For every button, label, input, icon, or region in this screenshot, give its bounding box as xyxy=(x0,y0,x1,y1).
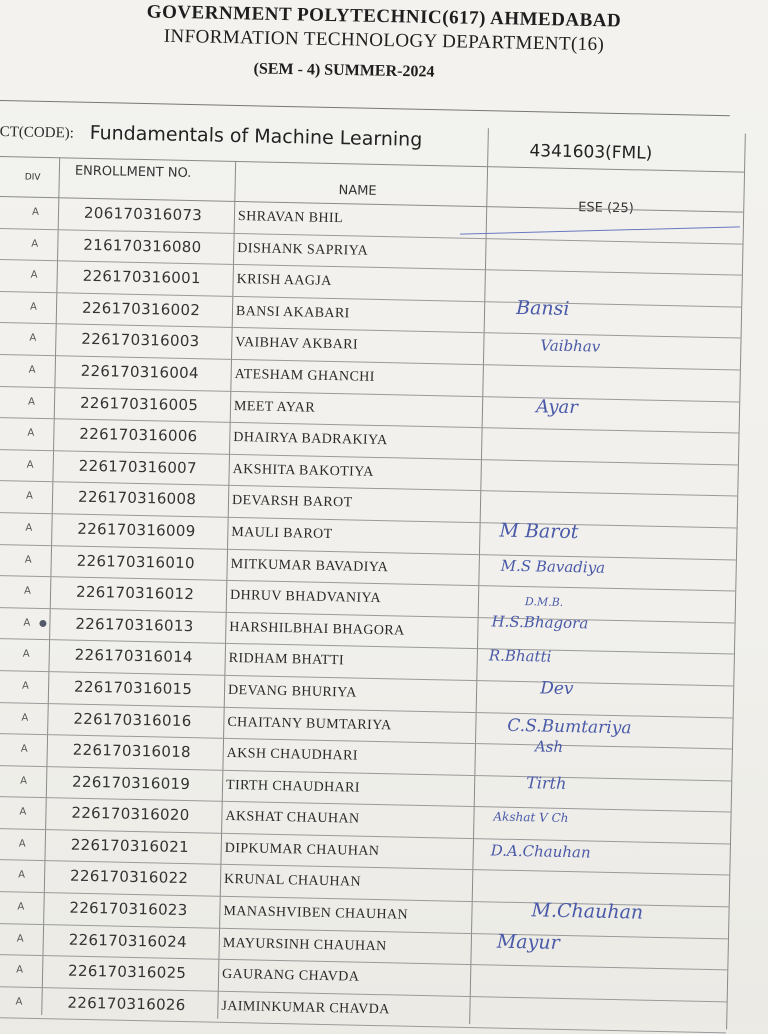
signature-cell: Dev xyxy=(539,678,574,700)
enrollment-cell: 226170316020 xyxy=(71,803,190,825)
subject-code-label: CT(CODE): xyxy=(0,123,75,142)
enrollment-cell: 226170316025 xyxy=(67,961,187,983)
div-cell: A xyxy=(31,206,39,218)
name-cell: ATESHAM GHANCHI xyxy=(234,366,375,385)
name-column-header: NAME xyxy=(338,183,377,199)
signature-cell: Bansi xyxy=(515,296,570,320)
signature-cell: M.S Bavadiya xyxy=(500,556,606,577)
signature-cell: C.S.Bumtariya xyxy=(507,715,632,738)
header-divider xyxy=(0,100,730,116)
signature-cell: Akshat V Ch xyxy=(493,809,569,826)
name-cell: DEVANG BHURIYA xyxy=(227,682,357,701)
enrollment-cell: 226170316016 xyxy=(73,709,192,730)
div-cell: A xyxy=(25,490,34,503)
enrollment-cell: 206170316073 xyxy=(83,203,203,225)
div-cell: A xyxy=(23,617,31,629)
div-cell: A xyxy=(15,996,23,1008)
institute-title: GOVERNMENT POLYTECHNIC(617) AHMEDABAD xyxy=(146,1,622,32)
signature-cell: D.M.B. xyxy=(524,595,564,610)
div-cell: A xyxy=(29,333,37,345)
name-cell: CHAITANY BUMTARIYA xyxy=(227,714,392,733)
enrollment-cell: 226170316004 xyxy=(80,361,200,383)
enrollment-cell: 216170316080 xyxy=(83,235,202,256)
signature-cell: R.Bhatti xyxy=(488,646,552,666)
name-cell: KRUNAL CHAUHAN xyxy=(223,872,362,891)
div-cell: A xyxy=(27,396,36,408)
div-cell: A xyxy=(16,964,24,976)
div-cell: A xyxy=(21,680,30,692)
signature-cell: Ayar xyxy=(535,395,579,418)
signature-cell: M Barot xyxy=(499,519,579,544)
name-cell: MAYURSINH CHAUHAN xyxy=(222,935,387,954)
name-cell: KRISH AAGJA xyxy=(236,272,332,290)
enrollment-cell: 226170316002 xyxy=(81,298,201,320)
name-cell: TIRTH CHAUDHARI xyxy=(225,777,361,796)
name-cell: DIPKUMAR CHAUHAN xyxy=(224,840,380,859)
name-cell: MAULI BAROT xyxy=(231,524,333,542)
div-cell: A xyxy=(22,648,30,661)
enrollment-cell: 226170316006 xyxy=(79,424,198,446)
div-cell: A xyxy=(18,870,26,882)
div-cell: A xyxy=(20,743,28,755)
div-cell: A xyxy=(31,238,39,250)
div-cell: A xyxy=(19,806,27,818)
enrollment-cell: 226170316018 xyxy=(72,740,192,762)
div-cell: A xyxy=(26,459,34,471)
enrollment-cell: 226170316012 xyxy=(75,582,195,604)
student-rows xyxy=(0,196,743,1034)
name-cell: GAURANG CHAVDA xyxy=(221,967,360,985)
div-cell: A xyxy=(20,775,28,787)
div-cell: A xyxy=(16,933,24,945)
div-cell: A xyxy=(28,364,36,376)
enrollment-cell: 226170316024 xyxy=(68,930,188,951)
ink-dot-mark xyxy=(39,620,46,627)
name-cell: MEET AYAR xyxy=(233,398,316,416)
enrollment-cell: 226170316008 xyxy=(77,488,197,509)
name-cell: MANASHVIBEN CHAUHAN xyxy=(223,903,409,923)
subject-code: 4341603(FML) xyxy=(529,141,653,164)
enrollment-cell: 226170316009 xyxy=(77,519,196,541)
subject-name: Fundamentals of Machine Learning xyxy=(89,121,423,151)
name-cell: DEVARSH BAROT xyxy=(231,493,353,511)
enrollment-cell: 226170316023 xyxy=(69,898,188,920)
div-cell: A xyxy=(25,522,33,534)
name-cell: JAIMINKUMAR CHAVDA xyxy=(221,998,390,1018)
name-cell: SHRAVAN BHIL xyxy=(237,209,344,227)
name-cell: AKSHITA BAKOTIYA xyxy=(232,461,374,480)
signature-cell: Vaibhav xyxy=(540,336,601,356)
signature-cell: D.A.Chauhan xyxy=(490,841,591,862)
div-column-header: DIV xyxy=(24,172,41,183)
enrollment-cell: 226170316021 xyxy=(70,835,190,856)
attendance-table xyxy=(0,118,768,1034)
signature-cell: Ash xyxy=(534,737,564,757)
div-cell: A xyxy=(18,838,26,850)
div-cell: A xyxy=(23,585,32,597)
name-cell: HARSHILBHAI BHAGORA xyxy=(229,619,405,639)
name-cell: DHAIRYA BADRAKIYA xyxy=(233,430,388,449)
enrollment-cell: 226170316013 xyxy=(75,614,194,635)
name-cell: RIDHAM BHATTI xyxy=(228,651,345,669)
div-cell: A xyxy=(21,712,29,724)
enrollment-column-header: ENROLLMENT NO. xyxy=(74,163,192,182)
signature-cell: H.S.Bhagora xyxy=(491,612,589,633)
div-cell: A xyxy=(17,901,25,913)
signature-cell: Mayur xyxy=(496,930,560,954)
name-cell: DHRUV BHADVANIYA xyxy=(229,588,382,607)
name-cell: AKSHAT CHAUHAN xyxy=(225,809,360,827)
div-cell: A xyxy=(30,269,38,282)
name-cell: VAIBHAV AKBARI xyxy=(235,335,359,353)
div-cell: A xyxy=(29,301,38,313)
semester-title: (SEM - 4) SUMMER-2024 xyxy=(253,60,435,81)
name-cell: BANSI AKABARI xyxy=(235,303,350,322)
enrollment-cell: 226170316019 xyxy=(71,772,191,793)
enrollment-cell: 226170316007 xyxy=(78,456,198,477)
div-cell: A xyxy=(27,427,35,439)
enrollment-cell: 226170316022 xyxy=(69,867,189,888)
ese-column-header: ESE (25) xyxy=(578,200,634,217)
department-title: INFORMATION TECHNOLOGY DEPARTMENT(16) xyxy=(163,25,605,56)
enrollment-cell: 226170316014 xyxy=(74,645,194,667)
enrollment-cell: 226170316001 xyxy=(82,266,201,288)
name-cell: MITKUMAR BAVADIYA xyxy=(230,556,389,575)
signature-cell: M.Chauhan xyxy=(531,899,644,924)
div-cell: A xyxy=(24,554,32,566)
signature-cell: Tirth xyxy=(526,772,567,793)
enrollment-cell: 226170316010 xyxy=(76,551,196,572)
enrollment-cell: 226170316005 xyxy=(79,393,199,414)
name-cell: AKSH CHAUDHARI xyxy=(226,745,359,764)
enrollment-cell: 226170316003 xyxy=(81,330,200,351)
enrollment-cell: 226170316026 xyxy=(67,993,186,1014)
enrollment-cell: 226170316015 xyxy=(73,677,193,699)
name-cell: DISHANK SAPRIYA xyxy=(237,240,369,259)
